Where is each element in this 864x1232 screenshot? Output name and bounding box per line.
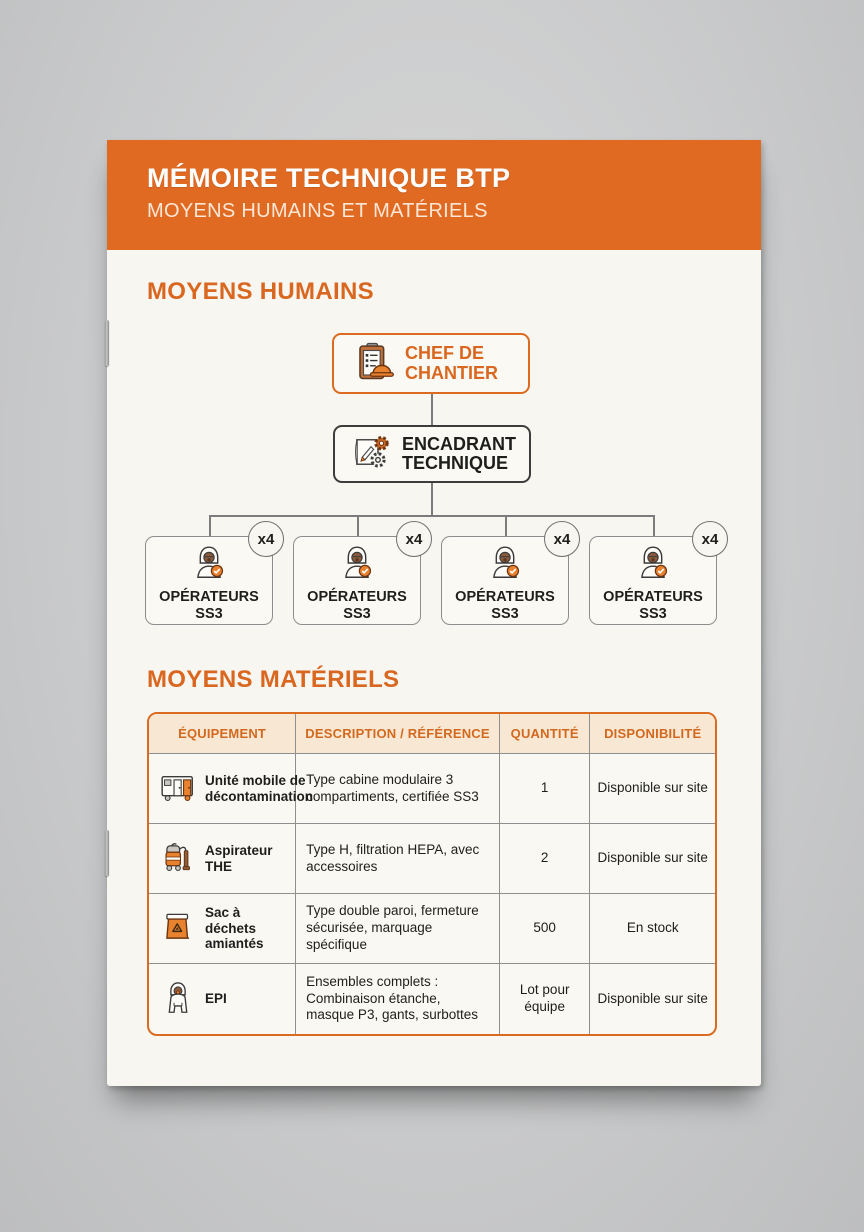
multiplier-badge: x4 — [692, 521, 728, 557]
encadrant-technique-box — [333, 425, 531, 483]
connector-line — [357, 515, 359, 536]
waste-bag-icon — [159, 908, 197, 949]
operators-ss3-box — [441, 530, 571, 625]
equipment-name: Aspirateur THE — [205, 842, 273, 874]
equipment-availability: Disponible sur site — [590, 754, 715, 824]
table-row — [149, 964, 715, 1034]
staple — [105, 320, 109, 366]
table-row — [149, 824, 715, 894]
table-header-quantite: QUANTITÉ — [500, 714, 591, 754]
connector-line — [431, 483, 433, 516]
equipment-availability: Disponible sur site — [597, 990, 708, 1006]
org-chart — [145, 325, 717, 627]
equipment-availability: En stock — [590, 894, 715, 964]
decontamination-unit-icon — [159, 768, 197, 809]
equipment-name: EPI — [205, 991, 227, 1007]
equipment-quantity: 2 — [500, 824, 591, 894]
section-heading-moyens-materiels: MOYENS MATÉRIELS — [147, 666, 400, 693]
equipment-name: Sac à déchets amiantés — [205, 905, 264, 952]
operators-label: OPÉRATEURS SS3 — [307, 589, 407, 622]
equipment-quantity: Lot pour équipe — [500, 964, 591, 1034]
equipment-description: Type H, filtration HEPA, avec accessoires — [296, 824, 500, 894]
table-row — [149, 754, 715, 824]
clipboard-helmet-icon — [353, 340, 395, 387]
section-heading-moyens-humains: MOYENS HUMAINS — [147, 278, 374, 305]
equipment-description: Ensembles complets : Combinaison étanche, masque P3, gants, surbottes — [296, 964, 500, 1034]
connector-line — [431, 394, 433, 425]
connector-line — [209, 515, 211, 536]
equipment-quantity: 1 — [500, 754, 591, 824]
chef-label: CHEF DE CHANTIER — [405, 343, 498, 383]
doc-subtitle: MOYENS HUMAINS ET MATÉRIELS — [147, 199, 488, 222]
epi-suit-icon — [159, 979, 197, 1020]
encadrant-label: ENCADRANT TECHNIQUE — [402, 433, 516, 473]
vacuum-icon — [159, 838, 197, 879]
hazmat-operator-icon — [338, 544, 376, 587]
chef-de-chantier-box — [332, 333, 530, 394]
equipment-availability: Disponible sur site — [590, 824, 715, 894]
table-header-row — [149, 714, 715, 754]
page-header — [107, 140, 761, 250]
operators-ss3-box — [589, 530, 719, 625]
multiplier-badge: x4 — [544, 521, 580, 557]
table-row — [149, 894, 715, 964]
operators-ss3-box — [145, 530, 275, 625]
connector-line — [209, 515, 654, 517]
equipment-quantity: 500 — [500, 894, 591, 964]
equipment-description: Type cabine modulaire 3 compartiments, certifiée SS3 — [296, 754, 500, 824]
multiplier-badge: x4 — [396, 521, 432, 557]
hazmat-operator-icon — [486, 544, 524, 587]
connector-line — [653, 515, 655, 536]
connector-line — [505, 515, 507, 536]
materials-table — [147, 712, 717, 1036]
hazmat-operator-icon — [634, 544, 672, 587]
document-page — [107, 140, 761, 1086]
table-header-description: DESCRIPTION / RÉFÉRENCE — [296, 714, 500, 754]
equipment-name: Unité mobile de décontamination — [205, 772, 314, 804]
operators-ss3-box — [293, 530, 423, 625]
table-header-disponibilite: DISPONIBILITÉ — [590, 714, 715, 754]
blueprint-gears-icon — [350, 431, 392, 478]
operators-label: OPÉRATEURS SS3 — [603, 589, 703, 622]
table-header-equipement: ÉQUIPEMENT — [149, 714, 296, 754]
operators-label: OPÉRATEURS SS3 — [455, 589, 555, 622]
operators-label: OPÉRATEURS SS3 — [159, 589, 259, 622]
equipment-description: Type double paroi, fermeture sécurisée, marquage spécifique — [296, 894, 500, 964]
hazmat-operator-icon — [190, 544, 228, 587]
staple — [105, 830, 109, 876]
doc-title: MÉMOIRE TECHNIQUE BTP — [147, 163, 511, 193]
multiplier-badge: x4 — [248, 521, 284, 557]
